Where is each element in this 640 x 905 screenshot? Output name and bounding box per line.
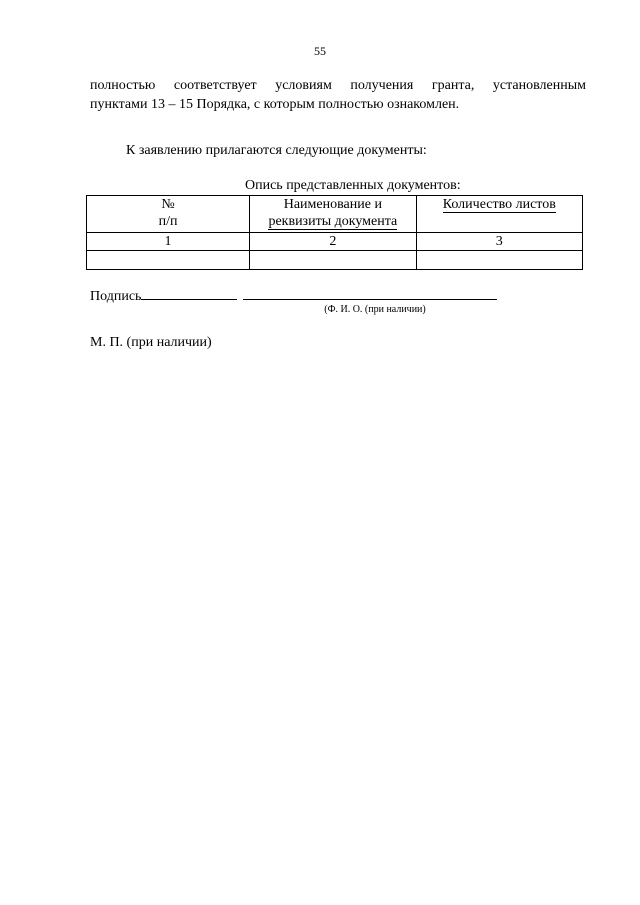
empty-cell-1[interactable] (87, 251, 250, 270)
empty-cell-2[interactable] (250, 251, 417, 270)
paragraph-line-2: пунктами 13 – 15 Порядка, с которым полностью ознакомлен. (90, 97, 460, 112)
signature-label: Подпись (90, 289, 142, 304)
header-document-name-line-1: Наименование и (283, 197, 382, 212)
header-cell-number (87, 196, 250, 233)
header-number-symbol: № (161, 197, 175, 212)
header-cell-sheet-count (416, 196, 582, 233)
table-row-empty (87, 251, 583, 270)
table-row-column-numbers (87, 233, 583, 251)
column-number-3: 3 (416, 233, 582, 251)
inventory-title: Опись представленных документов: (245, 178, 461, 193)
seal-label: М. П. (при наличии) (90, 335, 212, 350)
page-number: 55 (314, 44, 326, 58)
table-header-row (87, 196, 583, 233)
signature-line (90, 287, 497, 305)
header-cell-document-name (250, 196, 417, 233)
header-sheet-count-label: Количество листов (442, 197, 556, 212)
compliance-paragraph (90, 76, 586, 114)
header-document-name-line-2: реквизиты документа (268, 214, 398, 229)
attachments-intro: К заявлению прилагаются следующие документы: (126, 143, 427, 158)
column-number-2: 2 (250, 233, 417, 251)
signature-blank[interactable] (141, 287, 237, 300)
fio-blank[interactable] (243, 287, 497, 300)
documents-table (86, 195, 583, 270)
paragraph-line-1: полностью соответствует условиям получения гранта, установленным (90, 78, 586, 93)
column-number-1: 1 (87, 233, 250, 251)
header-number-abbrev: п/п (158, 214, 178, 229)
fio-caption: (Ф. И. О. (при наличии) (324, 304, 426, 315)
empty-cell-3[interactable] (416, 251, 582, 270)
